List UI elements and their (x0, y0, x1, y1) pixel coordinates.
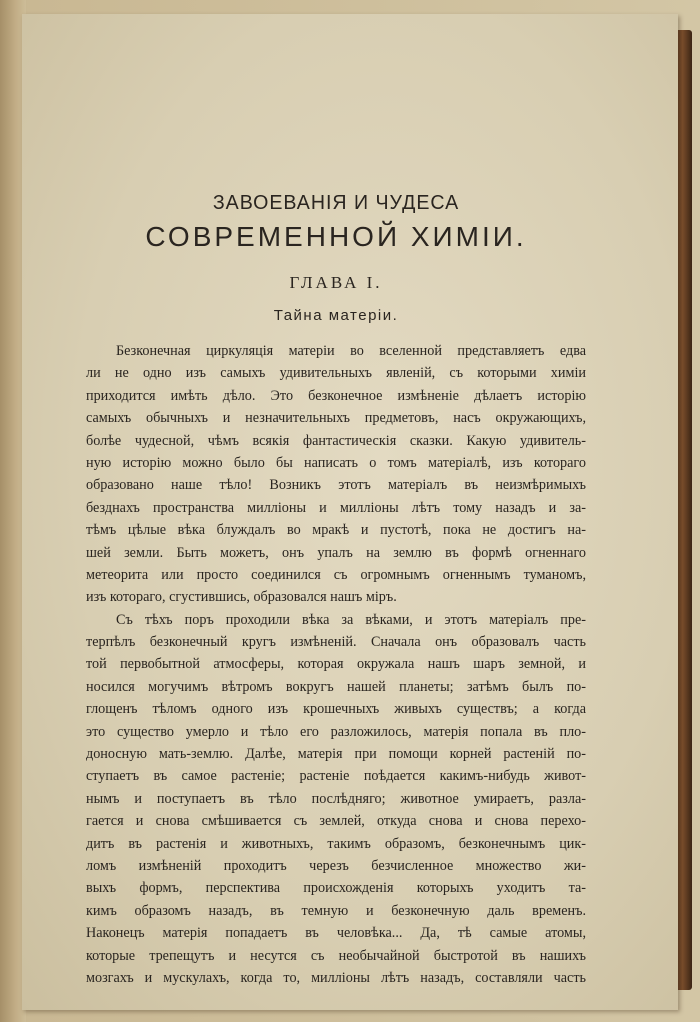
text-line: ломъ измѣненій проходитъ черезъ безчисленное множество жи- (86, 857, 586, 874)
paragraph-2 (86, 609, 586, 990)
chapter-heading: ГЛАВА I. (289, 273, 383, 292)
text-line: образовано наше тѣло! Возникъ этотъ матеріалъ въ неизмѣримыхъ (86, 477, 586, 494)
text-line: это существо умерло и тѣло его разложилось, матерія попала въ пло- (86, 723, 586, 740)
text-line: доносную мать-землю. Далѣе, матерія при помощи корней растеній по- (86, 746, 586, 763)
text-line: выхъ формъ, перспектива происхожденія которыхъ уходитъ та- (86, 880, 586, 897)
text-line: мозгахъ и мускулахъ, когда то, милліоны лѣтъ назадъ, составляли часть (86, 969, 586, 986)
text-line: приходится имѣть дѣло. Это безконечное измѣненіе дѣлаетъ исторію (86, 387, 586, 404)
text-line: ли не одно изъ самыхъ удивительныхъ явленій, съ которыми химіи (86, 365, 586, 382)
paragraph-1 (86, 340, 586, 609)
text-line: Безконечная циркуляція матеріи во вселенной представляетъ едва (116, 343, 586, 359)
text-line: ную исторію можно было бы написать о томъ матеріалѣ, изъ котораго (86, 454, 586, 471)
text-line: метеорита или просто соединился съ огромнымъ огненнымъ туманомъ, (86, 566, 586, 583)
text-line: болѣе чудесной, чѣмъ всякія фантастическія сказки. Какую удивитель- (86, 432, 586, 449)
text-line: кимъ образомъ назадъ, въ темную и безконечную даль временъ. (86, 902, 586, 919)
text-line: изъ котораго, сгустившись, образовался нашъ міръ. (86, 589, 397, 606)
text-line: носился могучимъ вѣтромъ вокругъ нашей планеты; затѣмъ былъ по- (86, 678, 586, 695)
text-line: терпѣлъ безконечный кругъ измѣненій. Сначала онъ образовалъ часть (86, 634, 586, 651)
page-content (86, 192, 586, 989)
text-line: Съ тѣхъ поръ проходили вѣка за вѣками, и этотъ матеріалъ пре- (116, 611, 586, 628)
text-line: Наконецъ матерія попадаетъ въ человѣка... Да, тѣ самые атомы, (86, 925, 586, 942)
text-line: шей земли. Быть можетъ, онъ упалъ на землю въ формѣ огненнаго (86, 544, 586, 561)
text-line: которые трепещутъ и несутся съ необычайной быстротой въ нашихъ (86, 947, 586, 964)
book-page-edge (676, 30, 692, 990)
text-line: безднахъ пространства милліоны и милліоны лѣтъ тому назадъ и за- (86, 499, 586, 516)
text-line: тѣмъ цѣлые вѣка блуждалъ во мракѣ и пустотѣ, пока не достигъ на- (86, 522, 586, 539)
text-line: дитъ въ растенія и животныхъ, такимъ образомъ, безконечнымъ цик- (86, 835, 586, 852)
text-line: глощенъ тѣломъ одного изъ крошечныхъ живыхъ существъ; а когда (86, 701, 586, 718)
book-title-line-2: СОВРЕМЕННОЙ ХИМІИ. (145, 221, 527, 252)
text-line: самыхъ обычныхъ и незначительныхъ предметовъ, насъ окружающихъ, (86, 410, 586, 427)
text-line: ступаетъ въ самое растеніе; растеніе поѣдается какимъ-нибудь живот- (86, 768, 586, 785)
text-line: той первобытной атмосферы, которая окружала нашъ шаръ земной, и (86, 656, 586, 673)
text-line: гается и снова смѣшивается съ землей, откуда снова и снова перехо- (86, 813, 586, 830)
text-line: нымъ и поступаетъ въ тѣло послѣдняго; животное умираетъ, разла- (86, 790, 586, 807)
chapter-title: Тайна матеріи. (273, 307, 399, 324)
book-title-line-1: ЗАВОЕВАНІЯ И ЧУДЕСА (212, 192, 460, 214)
